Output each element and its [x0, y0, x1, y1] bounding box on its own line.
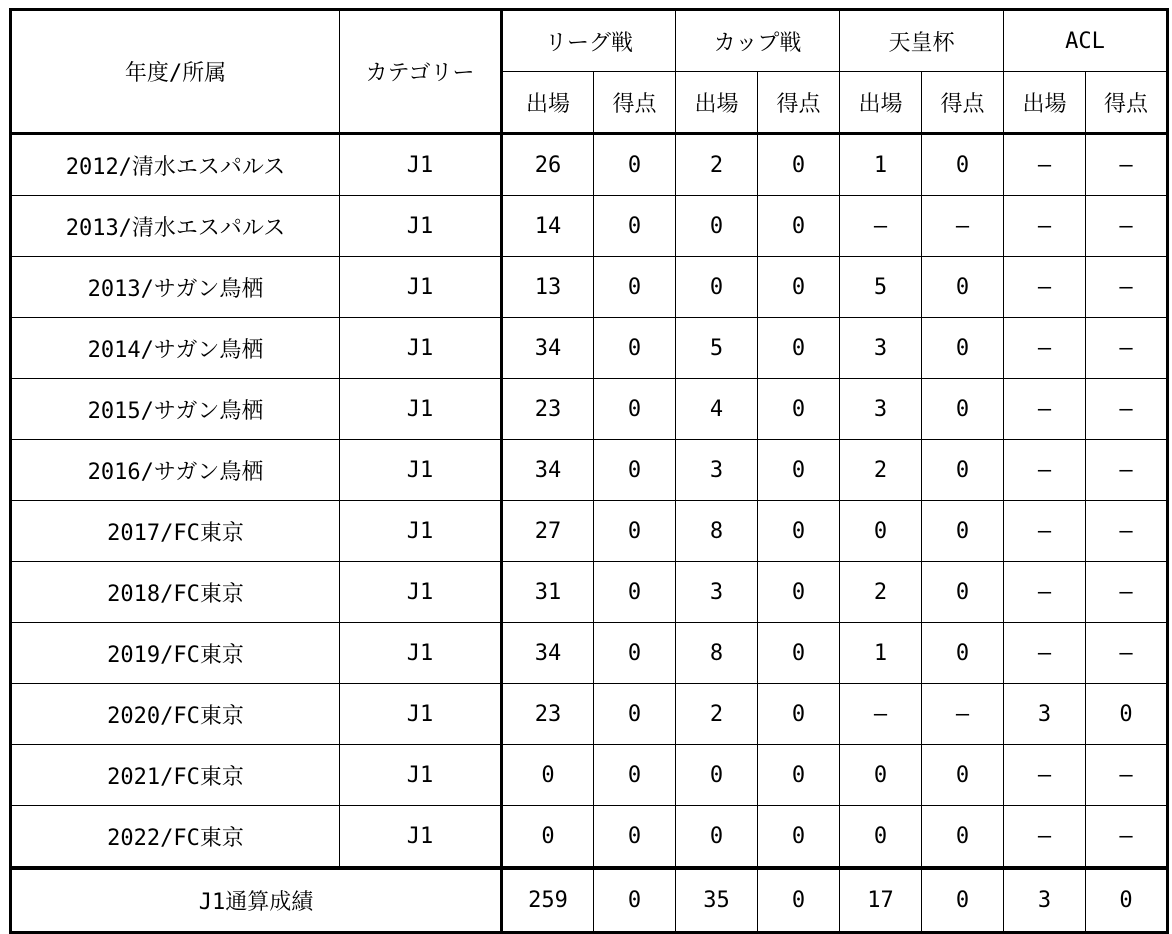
stat-cell: 31: [502, 562, 594, 623]
stat-cell: 2: [840, 440, 922, 501]
header-cup-goals: 得点: [758, 72, 840, 134]
stat-cell: 0: [594, 134, 676, 196]
stat-cell: 0: [594, 318, 676, 379]
stat-cell: –: [1004, 134, 1086, 196]
stat-cell: 0: [676, 257, 758, 318]
stat-cell: 0: [758, 257, 840, 318]
stat-cell: 0: [1086, 684, 1168, 745]
year-team-cell: 2021/FC東京: [11, 745, 340, 806]
year-team-cell: 2014/サガン鳥栖: [11, 318, 340, 379]
stat-cell: 1: [840, 623, 922, 684]
stat-cell: 0: [922, 745, 1004, 806]
stat-cell: –: [1004, 196, 1086, 257]
total-row: [11, 868, 1168, 933]
header-league-apps: 出場: [502, 72, 594, 134]
stat-cell: –: [1004, 440, 1086, 501]
stat-cell: 0: [758, 440, 840, 501]
stat-cell: –: [1086, 623, 1168, 684]
table-row: [11, 379, 1168, 440]
stat-cell: 23: [502, 379, 594, 440]
total-cell: 0: [758, 868, 840, 933]
stat-cell: 0: [922, 134, 1004, 196]
stat-cell: 0: [758, 134, 840, 196]
stat-cell: 14: [502, 196, 594, 257]
header-league: リーグ戦: [502, 10, 676, 72]
stat-cell: 34: [502, 440, 594, 501]
stat-cell: –: [1086, 196, 1168, 257]
stat-cell: –: [1004, 623, 1086, 684]
stat-cell: 2: [840, 562, 922, 623]
category-cell: J1: [340, 745, 502, 806]
stat-cell: 0: [758, 318, 840, 379]
year-team-cell: 2020/FC東京: [11, 684, 340, 745]
total-cell: 3: [1004, 868, 1086, 933]
stat-cell: 0: [758, 806, 840, 869]
stat-cell: –: [1004, 501, 1086, 562]
stat-cell: 13: [502, 257, 594, 318]
career-stats-table: [9, 8, 1169, 934]
stat-cell: 0: [758, 501, 840, 562]
header-emperors-cup: 天皇杯: [840, 10, 1004, 72]
stat-cell: –: [1086, 806, 1168, 869]
stat-cell: 0: [840, 501, 922, 562]
stat-cell: 3: [840, 318, 922, 379]
stat-cell: 0: [676, 806, 758, 869]
stat-cell: –: [840, 196, 922, 257]
year-team-cell: 2013/清水エスパルス: [11, 196, 340, 257]
stat-cell: 0: [594, 623, 676, 684]
stat-cell: 0: [922, 257, 1004, 318]
category-cell: J1: [340, 440, 502, 501]
stat-cell: 3: [676, 440, 758, 501]
total-cell: 35: [676, 868, 758, 933]
stat-cell: 0: [758, 562, 840, 623]
stat-cell: 0: [840, 745, 922, 806]
stat-cell: 27: [502, 501, 594, 562]
year-team-cell: 2015/サガン鳥栖: [11, 379, 340, 440]
stat-cell: 3: [840, 379, 922, 440]
year-team-cell: 2018/FC東京: [11, 562, 340, 623]
stat-cell: 0: [922, 440, 1004, 501]
table-row: [11, 318, 1168, 379]
stat-cell: 8: [676, 501, 758, 562]
stat-cell: 3: [676, 562, 758, 623]
stat-cell: 23: [502, 684, 594, 745]
header-acl: ACL: [1004, 10, 1168, 72]
stat-cell: 0: [758, 745, 840, 806]
total-cell: 0: [594, 868, 676, 933]
header-emperors-goals: 得点: [922, 72, 1004, 134]
stat-cell: 0: [502, 745, 594, 806]
category-cell: J1: [340, 196, 502, 257]
stat-cell: 0: [502, 806, 594, 869]
stat-cell: 0: [758, 196, 840, 257]
stat-cell: –: [1004, 257, 1086, 318]
stat-cell: 0: [758, 379, 840, 440]
stat-cell: –: [922, 684, 1004, 745]
year-team-cell: 2012/清水エスパルス: [11, 134, 340, 196]
stat-cell: 0: [594, 745, 676, 806]
category-cell: J1: [340, 806, 502, 869]
stat-cell: 0: [594, 684, 676, 745]
header-emperors-apps: 出場: [840, 72, 922, 134]
stat-cell: –: [1086, 318, 1168, 379]
stat-cell: –: [1086, 745, 1168, 806]
header-category: カテゴリー: [340, 10, 502, 134]
category-cell: J1: [340, 501, 502, 562]
table-row: [11, 806, 1168, 869]
year-team-cell: 2017/FC東京: [11, 501, 340, 562]
total-cell: 0: [922, 868, 1004, 933]
stat-cell: –: [1004, 379, 1086, 440]
stat-cell: 26: [502, 134, 594, 196]
stat-cell: 0: [922, 623, 1004, 684]
table-row: [11, 684, 1168, 745]
stat-cell: 0: [922, 562, 1004, 623]
stat-cell: 5: [840, 257, 922, 318]
total-cell: 17: [840, 868, 922, 933]
table-row: [11, 745, 1168, 806]
stats-table-container: [9, 8, 1169, 934]
stat-cell: –: [840, 684, 922, 745]
category-cell: J1: [340, 379, 502, 440]
header-acl-apps: 出場: [1004, 72, 1086, 134]
total-cell: 259: [502, 868, 594, 933]
stat-cell: 0: [758, 684, 840, 745]
category-cell: J1: [340, 134, 502, 196]
stat-cell: 0: [676, 745, 758, 806]
stat-cell: –: [922, 196, 1004, 257]
header-cup: カップ戦: [676, 10, 840, 72]
stat-cell: 0: [594, 806, 676, 869]
header-acl-goals: 得点: [1086, 72, 1168, 134]
stat-cell: –: [1004, 318, 1086, 379]
table-row: [11, 562, 1168, 623]
year-team-cell: 2013/サガン鳥栖: [11, 257, 340, 318]
table-row: [11, 196, 1168, 257]
stat-cell: 0: [594, 196, 676, 257]
header-cup-apps: 出場: [676, 72, 758, 134]
stat-cell: 0: [676, 196, 758, 257]
stat-cell: 0: [594, 257, 676, 318]
category-cell: J1: [340, 684, 502, 745]
stat-cell: 2: [676, 134, 758, 196]
stat-cell: 8: [676, 623, 758, 684]
stat-cell: 2: [676, 684, 758, 745]
stat-cell: –: [1086, 501, 1168, 562]
stat-cell: 0: [840, 806, 922, 869]
stat-cell: 34: [502, 623, 594, 684]
stat-cell: –: [1086, 257, 1168, 318]
header-year-team: 年度/所属: [11, 10, 340, 134]
year-team-cell: 2022/FC東京: [11, 806, 340, 869]
stat-cell: 0: [922, 318, 1004, 379]
stat-cell: –: [1086, 379, 1168, 440]
stat-cell: –: [1086, 440, 1168, 501]
stat-cell: –: [1086, 562, 1168, 623]
stat-cell: –: [1004, 562, 1086, 623]
table-row: [11, 134, 1168, 196]
year-team-cell: 2019/FC東京: [11, 623, 340, 684]
stat-cell: 0: [758, 623, 840, 684]
stat-cell: –: [1004, 806, 1086, 869]
stat-cell: 0: [922, 501, 1004, 562]
category-cell: J1: [340, 562, 502, 623]
stat-cell: 1: [840, 134, 922, 196]
category-cell: J1: [340, 318, 502, 379]
total-label: J1通算成績: [11, 868, 502, 933]
year-team-cell: 2016/サガン鳥栖: [11, 440, 340, 501]
category-cell: J1: [340, 623, 502, 684]
stat-cell: –: [1086, 134, 1168, 196]
table-row: [11, 257, 1168, 318]
stat-cell: 0: [922, 806, 1004, 869]
header-row-groups: [11, 10, 1168, 72]
stat-cell: 0: [594, 440, 676, 501]
table-row: [11, 501, 1168, 562]
stat-cell: 0: [594, 562, 676, 623]
stat-cell: 3: [1004, 684, 1086, 745]
stat-cell: 0: [922, 379, 1004, 440]
table-row: [11, 623, 1168, 684]
total-cell: 0: [1086, 868, 1168, 933]
stat-cell: –: [1004, 745, 1086, 806]
stat-cell: 0: [594, 379, 676, 440]
category-cell: J1: [340, 257, 502, 318]
stat-cell: 34: [502, 318, 594, 379]
stat-cell: 4: [676, 379, 758, 440]
header-league-goals: 得点: [594, 72, 676, 134]
stat-cell: 5: [676, 318, 758, 379]
table-row: [11, 440, 1168, 501]
stat-cell: 0: [594, 501, 676, 562]
